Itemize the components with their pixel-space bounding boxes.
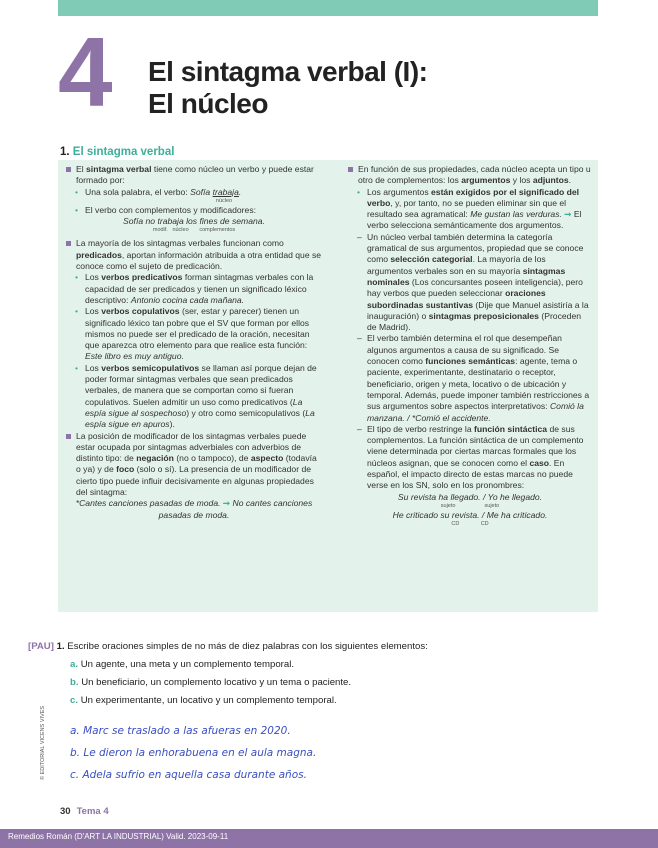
bullet-complementos: En función de sus propiedades, cada núcleo acepta un tipo u otro de complementos: los argumentos y los adjuntos. [348, 164, 592, 187]
footer-bar [0, 829, 658, 848]
exercise-block [28, 638, 428, 710]
page-number: 30 Tema 4 [60, 806, 109, 817]
exercise-item-b: b. Un beneficiario, un complemento locativo y un tema o paciente. [70, 677, 352, 688]
subbullet-semicopulativos: • Los verbos semicopulativos se llaman así porque dejan de poder formar sintagmas verbales que sean predicados verbales, de manera que se comportan como si fueran copulativos. Suelen admitir un uso como predicativos (La espía sigue al sospechoso) y otro como semicopulativos (La espía sigue en apuros). [66, 363, 322, 431]
example-labels-sujeto: sujeto sujeto [440, 502, 500, 509]
answer-c: c. Adela sufrio en aquella casa durante años. [70, 769, 307, 781]
bullet-modificador: La posición de modificador de los sintagmas verbales puede estar ocupada por sintagmas adverbiales con adverbios de distinto tipo: de negación (no o tampoco), de aspecto (todavía o ya) y de foco (solo o sí). La presencia de un modificador de cierto tipo puede influir decisivamente en algunas propiedades del sintagma: [66, 431, 322, 499]
publisher-sidebar [22, 705, 47, 781]
footer-text: Remedios Román (D'ART LA INDUSTRIAL) Valid. 2023-09-11 [8, 832, 229, 841]
arrow-icon: ➞ [222, 498, 231, 509]
dash-seleccion-categorial: – Un núcleo verbal también determina la categoría gramatical de sus argumentos, propiedad que se conoce como selección categorial. La mayoría de los argumentos verbales son en su mayoría sintagmas nominales (Los concursantes poseen inteligencia), pero hay verbos que pueden seleccionar oraciones subordinadas sustantivas (Dije que Manuel asistiría a la inauguración) o sintagmas preposicionales (Proceden de Madrid). [348, 232, 592, 334]
handwritten-answers [70, 720, 316, 786]
section-title: El sintagma verbal [72, 146, 175, 158]
chapter-title-line2: El núcleo [148, 88, 268, 119]
example-labels: modif. núcleo complementos [152, 227, 236, 234]
pau-tag: [PAU] [28, 641, 54, 652]
chapter-number: 4 [58, 17, 111, 127]
publisher-copyright: © EDITORIAL VICENS VIVES [40, 705, 47, 781]
chapter-title-line1: El sintagma verbal (I): [148, 56, 428, 87]
exercise-prompt: [PAU] 1. Escribe oraciones simples de no más de diez palabras con los siguientes elementos: [28, 641, 428, 652]
exercise-item-c: c. Un experimentante, un locativo y un complemento temporal. [70, 695, 337, 706]
example-cantes: *Cantes canciones pasadas de moda. ➞ No cantes canciones pasadas de moda. [75, 498, 313, 520]
arrow-icon: ➞ [564, 209, 572, 220]
example-he-criticado: He criticado su revista. / Me ha criticado. [392, 509, 548, 520]
exercise-item-a: a. Un agente, una meta y un complemento temporal. [70, 659, 295, 670]
dash-funciones-semanticas: – El verbo también determina el rol que desempeñan algunos argumentos a causa de su significado. Se conocen como funciones semánticas: agente, tema o paciente, experimentante, destinatario o receptor, beneficiario, origen y meta, locativo o de ubicación y temporal. Además, puede imponer también restricciones a sus argumentos sobre aspectos interpretativos: Comió la manzana. / *Comió el accidente. [348, 333, 592, 423]
example-labels-cd: CD CD [451, 521, 489, 528]
subbullet-copulativos: • Los verbos copulativos (ser, estar y parecer) tienen un significado léxico tan pobre que el SV que forman por ellos mismos no puede ser el predicado de la oración, necesitan que aparezca otro elemento para que realice esta función: Este libro es muy antiguo. [66, 306, 322, 362]
subbullet-argumentos: • Los argumentos están exigidos por el significado del verbo, y, por tanto, no se pueden eliminar sin que el resultado sea agramatical: Me gustan las verduras. ➞ El verbo selecciona semánticamente dos argumentos. [348, 187, 592, 232]
right-column [348, 164, 592, 528]
exercise-number: 1. [56, 641, 65, 652]
example-sofia: Sofía no trabaja los fines de semana. [123, 216, 265, 227]
section-heading [60, 146, 174, 158]
section-number: 1. [60, 146, 70, 158]
bullet-sv-definition: El sintagma verbal tiene como núcleo un verbo y puede estar formado por: [66, 164, 322, 187]
label-nucleo: núcleo [215, 197, 233, 204]
answer-a: a. Marc se traslado a las afueras en 2020. [70, 725, 291, 737]
subbullet-verb-complements: • El verbo con complementos y modificadores: [66, 205, 322, 216]
bullet-predicados: La mayoría de los sintagmas verbales funcionan como predicados, aportan información atribuida a otra entidad que se conoce como el sujeto de predicación. [66, 238, 322, 272]
answer-b: b. Le dieron la enhorabuena en el aula magna. [70, 747, 317, 759]
left-column [66, 164, 322, 521]
dash-funcion-sintactica: – El tipo de verbo restringe la función sintáctica de sus complementos. La función sintáctica de un complemento viene determinada por ciertas marcas formales que los núcleos asignan, que se conocen como el caso. En español, el impacto directo de estas marcas no puede verse en los SN, solo en los pronombres: [348, 424, 592, 492]
subbullet-predicativos: • Los verbos predicativos forman sintagmas verbales con la capacidad de ser predicados y tienen un significado léxico descriptivo: Antonio cocina cada mañana. [66, 272, 322, 306]
example-su-revista: Su revista ha llegado. / Yo he llegado. [397, 491, 543, 502]
top-color-bar [58, 0, 598, 16]
subbullet-single-word: • Una sola palabra, el verbo: Sofía trabaja. [66, 187, 322, 198]
chapter-title [148, 56, 427, 120]
